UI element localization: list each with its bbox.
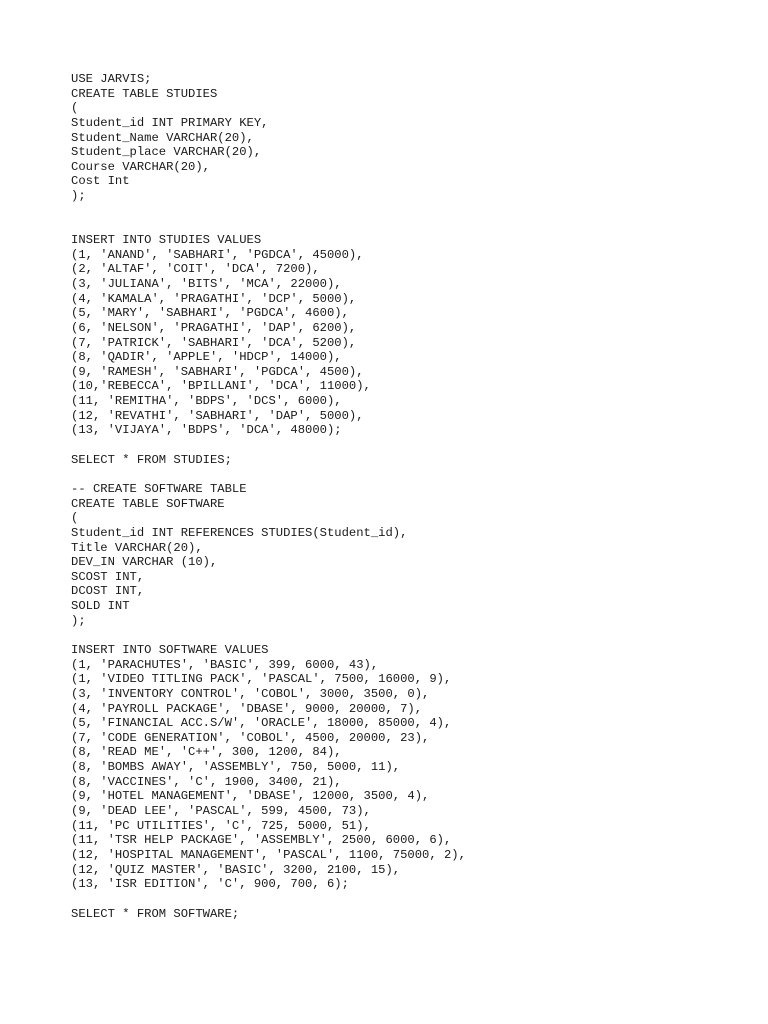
code-line: ); xyxy=(71,189,86,204)
code-line: (11, 'REMITHA', 'BDPS', 'DCS', 6000), xyxy=(71,394,342,409)
code-line xyxy=(71,628,731,643)
code-line: DCOST INT, xyxy=(71,584,145,599)
sql-code-block xyxy=(71,72,731,921)
code-line: (2, 'ALTAF', 'COIT', 'DCA', 7200), xyxy=(71,262,320,277)
code-line: (5, 'FINANCIAL ACC.S/W', 'ORACLE', 18000, 85000, 4), xyxy=(71,716,452,731)
code-line: (5, 'MARY', 'SABHARI', 'PGDCA', 4600), xyxy=(71,306,349,321)
code-line: Student_id INT PRIMARY KEY, xyxy=(71,115,269,130)
code-line: DEV_IN VARCHAR (10), xyxy=(71,555,218,570)
code-line: (10,'REBECCA', 'BPILLANI', 'DCA', 11000), xyxy=(71,379,371,394)
code-line: Title VARCHAR(20), xyxy=(71,540,203,555)
code-line: USE JARVIS; xyxy=(71,72,152,86)
code-line: (6, 'NELSON', 'PRAGATHI', 'DAP', 6200), xyxy=(71,320,357,335)
code-line: (9, 'HOTEL MANAGEMENT', 'DBASE', 12000, 3500, 4), xyxy=(71,789,430,804)
code-line: (12, 'QUIZ MASTER', 'BASIC', 3200, 2100, 15), xyxy=(71,862,401,877)
code-line xyxy=(71,438,731,453)
code-line: SELECT * FROM STUDIES; xyxy=(71,452,232,467)
code-line xyxy=(71,892,731,907)
code-line: (9, 'DEAD LEE', 'PASCAL', 599, 4500, 73), xyxy=(71,804,371,819)
code-line: (1, 'ANAND', 'SABHARI', 'PGDCA', 45000), xyxy=(71,247,364,262)
code-line: SCOST INT, xyxy=(71,569,145,584)
code-line: SOLD INT xyxy=(71,599,130,614)
code-line: (4, 'PAYROLL PACKAGE', 'DBASE', 9000, 20000, 7), xyxy=(71,701,423,716)
code-line: -- CREATE SOFTWARE TABLE xyxy=(71,481,247,496)
code-line: (8, 'VACCINES', 'C', 1900, 3400, 21), xyxy=(71,774,342,789)
code-line: Student_Name VARCHAR(20), xyxy=(71,130,254,145)
code-line: INSERT INTO STUDIES VALUES xyxy=(71,233,262,248)
code-line: (3, 'INVENTORY CONTROL', 'COBOL', 3000, 3500, 0), xyxy=(71,686,430,701)
code-line: ( xyxy=(71,101,79,116)
code-line: INSERT INTO SOFTWARE VALUES xyxy=(71,642,269,657)
code-line xyxy=(71,204,731,219)
code-line: (8, 'QADIR', 'APPLE', 'HDCP', 14000), xyxy=(71,350,342,365)
code-line: Course VARCHAR(20), xyxy=(71,159,210,174)
code-line: (12, 'REVATHI', 'SABHARI', 'DAP', 5000), xyxy=(71,408,364,423)
code-line: CREATE TABLE STUDIES xyxy=(71,86,218,101)
code-line: (7, 'CODE GENERATION', 'COBOL', 4500, 20000, 23), xyxy=(71,730,430,745)
code-line: (8, 'BOMBS AWAY', 'ASSEMBLY', 750, 5000, 11), xyxy=(71,760,401,775)
code-line: ); xyxy=(71,613,86,628)
code-line: CREATE TABLE SOFTWARE xyxy=(71,496,225,511)
code-line: (7, 'PATRICK', 'SABHARI', 'DCA', 5200), xyxy=(71,335,357,350)
code-line: Student_place VARCHAR(20), xyxy=(71,145,262,160)
code-line: (11, 'PC UTILITIES', 'C', 725, 5000, 51), xyxy=(71,818,371,833)
code-line xyxy=(71,218,731,233)
code-line: (4, 'KAMALA', 'PRAGATHI', 'DCP', 5000), xyxy=(71,291,357,306)
code-line: (3, 'JULIANA', 'BITS', 'MCA', 22000), xyxy=(71,276,342,291)
code-line: (9, 'RAMESH', 'SABHARI', 'PGDCA', 4500), xyxy=(71,364,364,379)
code-line: Student_id INT REFERENCES STUDIES(Student_id), xyxy=(71,525,408,540)
code-line: (13, 'VIJAYA', 'BDPS', 'DCA', 48000); xyxy=(71,423,342,438)
code-line: Cost Int xyxy=(71,174,130,189)
code-line: (1, 'PARACHUTES', 'BASIC', 399, 6000, 43), xyxy=(71,657,379,672)
code-line: (1, 'VIDEO TITLING PACK', 'PASCAL', 7500, 16000, 9), xyxy=(71,672,452,687)
code-line: (11, 'TSR HELP PACKAGE', 'ASSEMBLY', 2500, 6000, 6), xyxy=(71,833,452,848)
document-page xyxy=(71,72,731,921)
code-line xyxy=(71,467,731,482)
code-line: (13, 'ISR EDITION', 'C', 900, 700, 6); xyxy=(71,877,349,892)
code-line: ( xyxy=(71,511,79,526)
code-line: (12, 'HOSPITAL MANAGEMENT', 'PASCAL', 1100, 75000, 2), xyxy=(71,847,466,862)
code-line: (8, 'READ ME', 'C++', 300, 1200, 84), xyxy=(71,745,342,760)
code-line: SELECT * FROM SOFTWARE; xyxy=(71,906,240,921)
